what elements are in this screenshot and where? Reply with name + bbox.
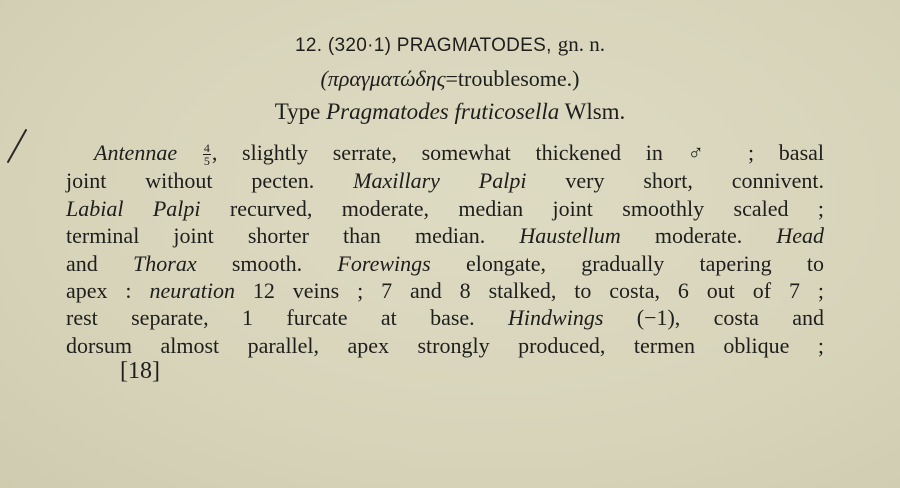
pencil-margin-mark [4, 128, 30, 166]
description-text: joint without pecten. [66, 168, 354, 194]
description-line [66, 195, 824, 222]
description-term: Forewings [337, 250, 431, 276]
description-line [66, 139, 824, 167]
description-term: Haustellum [519, 223, 621, 249]
type-author: Wlsm. [559, 99, 626, 124]
genus-heading [0, 30, 900, 60]
description-text: elongate, gradually tapering to [430, 250, 824, 276]
description-line [66, 167, 824, 194]
etymology-meaning: troublesome.) [457, 66, 580, 91]
description-term: Thorax [133, 250, 197, 276]
description-text: (−1), costa and [603, 305, 825, 331]
description-line [66, 250, 824, 277]
description-text: terminal joint shorter than median. [66, 223, 520, 249]
etymology-line [0, 64, 900, 94]
page-number: [18] [120, 358, 160, 384]
type-species-name: Pragmatodes fruticosella [326, 99, 560, 124]
description-text: apex : [66, 278, 150, 304]
etymology-greek: (πραγματώδης [320, 66, 446, 91]
genus-description [66, 139, 824, 359]
description-term: neuration [149, 278, 235, 304]
fraction-numerator: 4 [203, 141, 210, 156]
description-text [177, 140, 202, 165]
description-text: smooth. [196, 250, 338, 276]
description-term: Labial Palpi [66, 195, 201, 221]
type-species-line [0, 97, 900, 127]
description-text: , slightly serrate, somewhat thickened in ♂ ; basal [211, 140, 825, 165]
type-prefix: Type [274, 99, 327, 124]
description-term: Hindwings [508, 305, 604, 331]
description-text: 12 veins ; 7 and 8 stalked, to costa, 6 out of 7 ; [235, 278, 824, 304]
description-line [66, 277, 824, 304]
description-line [66, 222, 824, 249]
description-line [66, 304, 824, 331]
description-line [66, 332, 824, 359]
antennae-fraction [203, 142, 211, 167]
description-text: very short, connivent. [526, 168, 824, 194]
description-text: rest separate, 1 furcate at base. [66, 305, 509, 331]
genus-number-and-name: 12. (320·1) PRAGMATODES, [294, 35, 552, 56]
description-text: dorsum almost parallel, apex strongly produced, termen oblique ; [66, 332, 824, 358]
description-text: moderate. [620, 223, 777, 249]
description-term: Maxillary Palpi [353, 168, 527, 194]
etymology-equals: = [445, 66, 458, 91]
description-text: and [66, 250, 134, 276]
description-term: Head [776, 223, 824, 249]
description-term: Antennae [94, 140, 178, 165]
fraction-denominator: 5 [203, 154, 210, 169]
genus-novum-label: gn. n. [557, 32, 606, 56]
description-text: recurved, moderate, median joint smoothly scaled ; [200, 195, 824, 221]
